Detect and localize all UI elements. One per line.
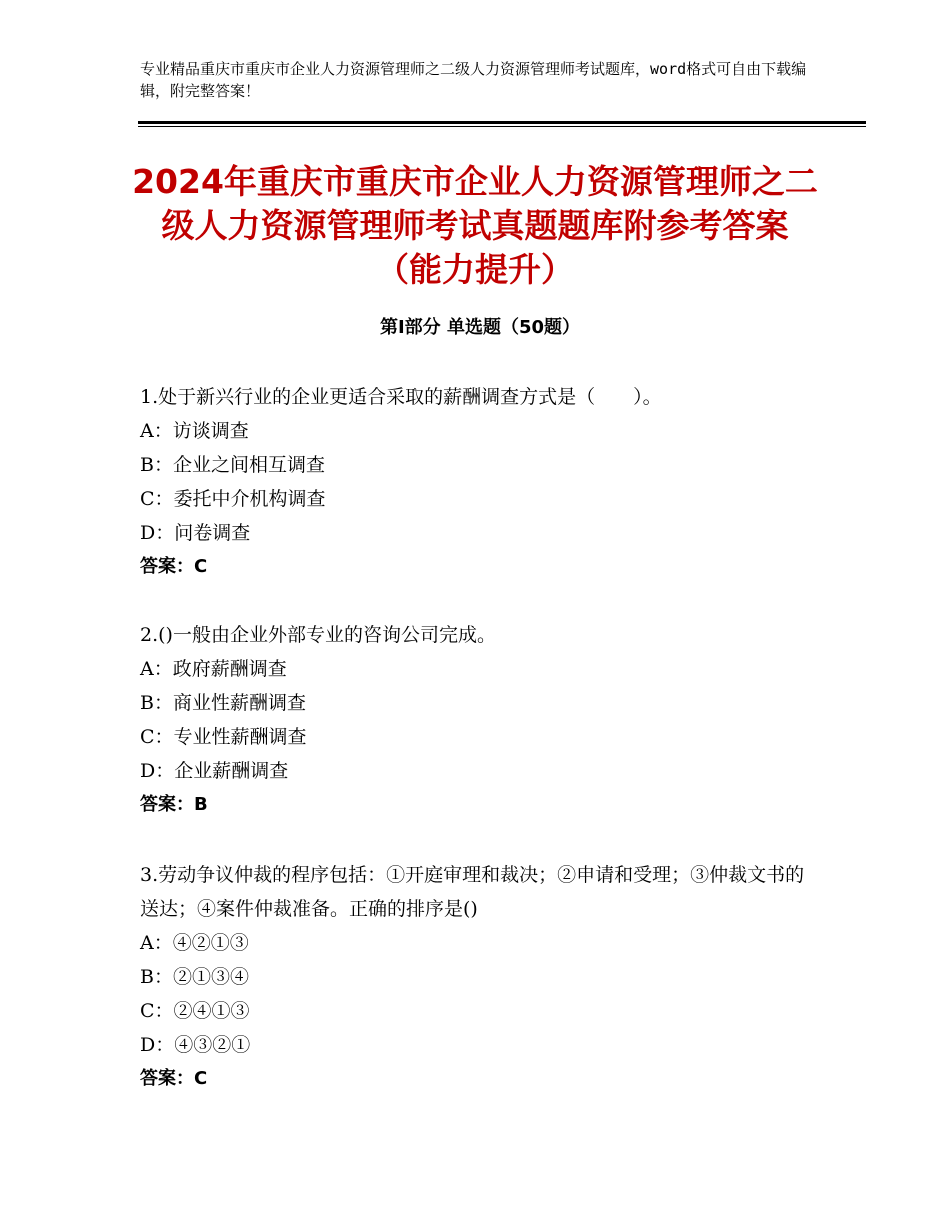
- question-3: [140, 858, 820, 1096]
- section-title: 第Ⅰ部分 单选题（50题）: [379, 317, 580, 338]
- question-text: 2.()一般由企业外部专业的咨询公司完成。: [140, 624, 496, 646]
- answer: 答案：C: [140, 1068, 208, 1089]
- question-text: 3.劳动争议仲裁的程序包括：①开庭审理和裁决；②申请和受理；③仲裁文书的送达；④案件仲裁准备。正确的排序是(): [140, 864, 805, 920]
- option-b: B：②①③④: [140, 966, 249, 988]
- option-c: C：②④①③: [140, 1000, 250, 1022]
- option-d: D：④③②①: [140, 1034, 251, 1056]
- question-1: [140, 380, 820, 584]
- header-rule-thin: [138, 126, 866, 127]
- option-a: A：访谈调查: [140, 420, 249, 442]
- question-text: 1.处于新兴行业的企业更适合采取的薪酬调查方式是（ ）。: [140, 386, 662, 408]
- option-a: A：政府薪酬调查: [140, 658, 287, 680]
- answer: 答案：C: [140, 556, 208, 577]
- option-c: C：委托中介机构调查: [140, 488, 326, 510]
- option-a: A：④②①③: [140, 932, 249, 954]
- option-d: D：问卷调查: [140, 522, 251, 544]
- option-c: C：专业性薪酬调查: [140, 726, 307, 748]
- answer: 答案：B: [140, 794, 208, 815]
- question-2: [140, 618, 820, 822]
- option-d: D：企业薪酬调查: [140, 760, 289, 782]
- document-title: 2024年重庆市重庆市企业人力资源管理师之二级人力资源管理师考试真题题库附参考答案（能力提升）: [132, 162, 818, 289]
- header-note: 专业精品重庆市重庆市企业人力资源管理师之二级人力资源管理师考试题库，word格式可自由下载编辑，附完整答案！: [140, 60, 807, 100]
- option-b: B：企业之间相互调查: [140, 454, 325, 476]
- header-rule-thick: [138, 121, 866, 124]
- option-b: B：商业性薪酬调查: [140, 692, 306, 714]
